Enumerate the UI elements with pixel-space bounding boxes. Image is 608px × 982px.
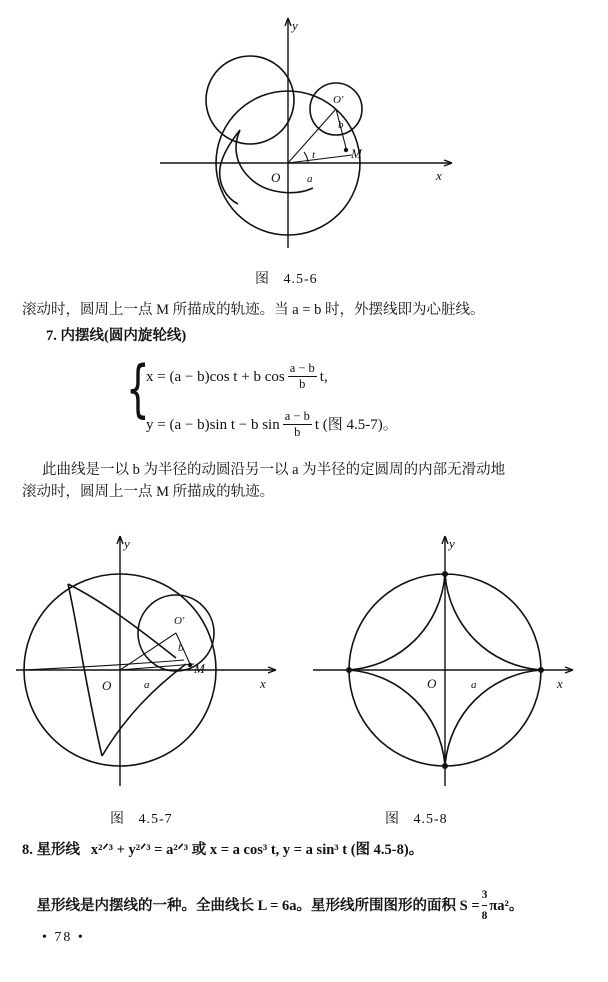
fig1-label-b: b	[338, 119, 344, 131]
point-M	[344, 148, 348, 152]
point-M	[188, 663, 192, 667]
formula-x-frac-den: b	[288, 376, 317, 392]
formula-equation-x	[146, 362, 328, 393]
formula-y-left: y = (a − b)sin t − b sin	[146, 416, 280, 433]
figure-4-5-7	[8, 518, 300, 798]
paragraph-hypocycloid-desc-2: 滚动时，圆周上一点 M 所描成的轨迹。	[22, 484, 275, 500]
formula-x-tail: t,	[319, 368, 328, 385]
fig1-label-M: M	[351, 146, 362, 161]
formula-y-fraction	[283, 409, 312, 440]
rolling-circle-secondary	[206, 56, 294, 144]
fig1-label-x: x	[436, 168, 442, 183]
fig1-label-t: t	[312, 149, 316, 161]
fig2-label-x: x	[260, 676, 266, 691]
heading-astroid: 8. 星形线 x²ᐟ³ + y²ᐟ³ = a²ᐟ³ 或 x = a cos³ t, y = a sin³ t (图 4.5-8)。	[22, 842, 424, 858]
cusp-top	[442, 571, 448, 577]
hypocycloid-arc-3	[102, 664, 186, 756]
paragraph-hypocycloid-desc-1: 此曲线是一以 b 为半径的动圆沿另一以 a 为半径的定圆周的内部无滑动地	[42, 462, 506, 478]
radius-line-2	[288, 155, 352, 163]
formula-y-tail: t (图 4.5-7)。	[314, 416, 398, 433]
cusp-right	[538, 667, 544, 673]
fig1-label-O-prime: O'	[333, 94, 344, 106]
paragraph-astroid	[22, 866, 523, 947]
figure-4-5-8-caption: 图 4.5-8	[385, 812, 448, 827]
fig3-label-a: a	[471, 679, 477, 691]
formula-x-fraction	[288, 361, 317, 392]
cusp-bottom	[442, 763, 448, 769]
fig1-label-y: y	[292, 18, 298, 33]
formula-y-frac-num: a − b	[284, 409, 310, 423]
formula-brace: {	[126, 352, 150, 425]
fig3-label-x: x	[557, 676, 563, 691]
fig2-label-a: a	[144, 679, 150, 691]
fig1-label-a: a	[307, 173, 313, 185]
figure-4-5-6-caption: 图 4.5-6	[255, 272, 318, 287]
cusp-left	[346, 667, 352, 673]
fig2-label-O: O	[102, 678, 112, 693]
fig2-label-y: y	[124, 536, 130, 551]
astroid-area-frac-den: 8	[482, 905, 488, 926]
astroid-area-frac-num: 3	[481, 889, 488, 901]
formula-x-frac-num: a − b	[289, 361, 315, 375]
hypocycloid-chord	[24, 660, 184, 670]
paragraph-rolling-epicycloid: 滚动时，圆周上一点 M 所描成的轨迹。当 a = b 时，外摆线即为心脏线。	[22, 302, 485, 318]
formula-x-left: x = (a − b)cos t + b cos	[146, 368, 285, 385]
figure-4-5-6	[140, 8, 470, 258]
fig2-label-b: b	[178, 642, 184, 654]
fig1-label-O: O	[271, 170, 281, 185]
astroid-area-fraction	[482, 885, 488, 926]
formula-equation-y	[146, 410, 398, 441]
heading-hypocycloid: 7. 内摆线(圆内旋轮线)	[46, 328, 187, 344]
figure-4-5-7-caption: 图 4.5-7	[110, 812, 173, 827]
figure-4-5-8	[305, 518, 597, 798]
fig3-label-O: O	[427, 676, 437, 691]
fig3-label-y: y	[449, 536, 455, 551]
fig2-label-O-prime: O'	[174, 615, 185, 627]
formula-y-frac-den: b	[283, 424, 312, 440]
hypocycloid-formula	[126, 352, 546, 448]
page-number: • 78 •	[42, 930, 85, 945]
astroid-text-b: πa²。	[489, 897, 524, 914]
astroid-text-a: 星形线是内摆线的一种。全曲线长 L = 6a。星形线所围图形的面积 S =	[36, 897, 480, 914]
fig2-label-M: M	[194, 661, 205, 676]
hypocycloid-arc-1	[68, 584, 176, 658]
